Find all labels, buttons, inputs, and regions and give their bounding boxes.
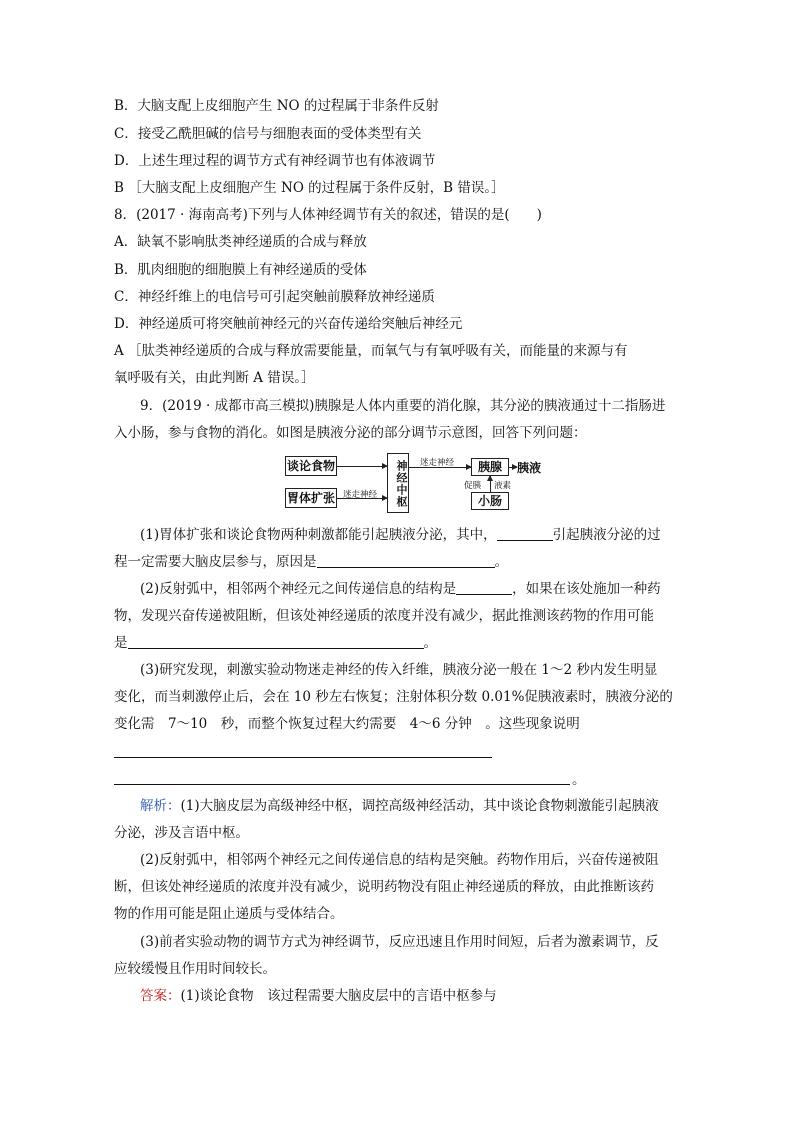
q9-p2-end: 。 (423, 635, 437, 651)
q9-p1-end: 。 (494, 554, 508, 570)
analysis-line4: 断，但该处神经递质的浓度并没有减少，说明药物没有阻止神经递质的释放，由此推断该药 (114, 879, 654, 895)
q9-p3-end: 。 (572, 772, 586, 788)
box-stomach-distension: 胃体扩张 (285, 488, 337, 508)
q9-p3-answer-rule-2[interactable] (114, 784, 570, 785)
q9-p2-text-b: ，如果在该处施加一种药 (512, 581, 661, 597)
q9-p2-text-a: (2)反射弧中，相邻两个神经元之间传递信息的结构是 (140, 581, 457, 597)
analysis-line5: 物的作用可能是阻止递质与受体结合。 (114, 906, 344, 922)
q9-stem-line1: 9．(2019 · 成都市高三模拟)胰腺是人体内重要的消化腺，其分泌的胰液通过十二指肠进 (140, 398, 666, 414)
label-secretin-left: 促胰 (464, 481, 482, 491)
q8-option-d: D．神经递质可将突触前神经元的兴奋传递给突触后神经元 (114, 316, 463, 332)
q7-option-c: C．接受乙酰胆碱的信号与细胞表面的受体类型有关 (114, 126, 422, 142)
pancreas-regulation-diagram (283, 452, 583, 518)
q9-p3-line3: 变化需 7～10 秒，而整个恢复过程大约需要 4～6 分钟 。这些现象说明 (114, 716, 580, 732)
q8-option-a: A．缺氧不影响肽类神经递质的合成与释放 (114, 234, 367, 250)
answer-line (140, 986, 497, 1006)
q9-p1-blank-1[interactable] (497, 526, 553, 541)
q9-p1-text-a: (1)胃体扩张和谈论食物两种刺激都能引起胰液分泌，其中， (140, 527, 497, 543)
q9-p1-text-c: 程一定需要大脑皮层参与，原因是 (114, 554, 317, 570)
box-pancreas: 胰腺 (471, 458, 509, 476)
answer-label: 答案： (140, 988, 181, 1004)
analysis-a1-text: (1)大脑皮层为高级神经中枢，调控高级神经活动，其中谈论食物刺激能引起胰液 (180, 798, 659, 814)
label-vagus-bottom: 迷走神经 (343, 490, 378, 500)
q7-option-b: B．大脑支配上皮细胞产生 NO 的过程属于非条件反射 (114, 98, 439, 114)
analysis-line1 (140, 796, 659, 816)
q8-stem: 8．(2017 · 海南高考)下列与人体神经调节有关的叙述，错误的是( ) (114, 207, 542, 223)
q9-p3-line2: 变化，而当刺激停止后，会在 10 秒左右恢复；注射体积分数 0.01%促胰液素时，胰液分泌的 (114, 689, 673, 705)
arrow-pancreas-out (509, 467, 517, 468)
box-small-intestine: 小肠 (471, 492, 509, 510)
analysis-label: 解析： (140, 798, 181, 814)
analysis-line7: 应较缓慢且作用时间较长。 (114, 961, 276, 977)
q9-p2-line1 (140, 579, 661, 599)
analysis-line6: (3)前者实验动物的调节方式为神经调节，反应迅速且作用时间短，后者为激素调节，反 (140, 934, 659, 950)
label-vagus-top: 迷走神经 (420, 458, 455, 468)
q7-option-d: D．上述生理过程的调节方式有神经调节也有体液调节 (114, 153, 436, 169)
answer-text: (1)谈论食物 该过程需要大脑皮层中的言语中枢参与 (180, 988, 497, 1004)
q9-p2-line2: 物，发现兴奋传递被阻断，但该处神经递质的浓度并没有减少，据此推测该药物的作用可能 (114, 608, 654, 624)
q9-p2-text-d: 是 (114, 635, 128, 651)
q9-p2-blank-2[interactable] (128, 634, 424, 649)
arrow-intestine-to-pancreas (490, 476, 491, 492)
q9-p1-text-b: 引起胰液分泌的过 (552, 527, 661, 543)
q9-p2-blank-1[interactable] (456, 580, 512, 595)
box-nerve-center: 神经中枢 (387, 453, 409, 513)
q9-p1-line2 (114, 552, 508, 572)
q7-answer: B ［大脑支配上皮细胞产生 NO 的过程属于条件反射，B 错误。］ (114, 180, 505, 196)
q8-option-c: C．神经纤维上的电信号可引起突触前膜释放神经递质 (114, 289, 435, 305)
q9-p3-answer-rule-1[interactable] (114, 757, 492, 758)
q9-p2-line3 (114, 633, 437, 653)
q9-p1-line1 (140, 525, 661, 545)
q8-answer-line1: A ［肽类神经递质的合成与释放需要能量，而氧气与有氧呼吸有关，而能量的来源与有 (114, 343, 628, 359)
analysis-line2: 分泌，涉及言语中枢。 (114, 825, 249, 841)
analysis-line3: (2)反射弧中，相邻两个神经元之间传递信息的结构是突触。药物作用后，兴奋传递被阻 (140, 852, 659, 868)
q9-p1-blank-2[interactable] (317, 553, 495, 568)
arrow-talk-to-center (337, 466, 387, 467)
q8-answer-line2: 氧呼吸有关，由此判断 A 错误。］ (114, 370, 315, 386)
q9-stem-line2: 入小肠，参与食物的消化。如图是胰液分泌的部分调节示意图，回答下列问题： (114, 425, 587, 441)
q9-p3-line1: (3)研究发现，刺激实验动物迷走神经的传入纤维，胰液分泌一般在 1～2 秒内发生明显 (140, 662, 658, 678)
label-pancreatic-juice: 胰液 (517, 461, 542, 475)
q8-option-b: B．肌肉细胞的细胞膜上有神经递质的受体 (114, 262, 367, 278)
label-secretin-right: 液素 (494, 481, 512, 491)
box-talk-food: 谈论食物 (285, 456, 337, 476)
